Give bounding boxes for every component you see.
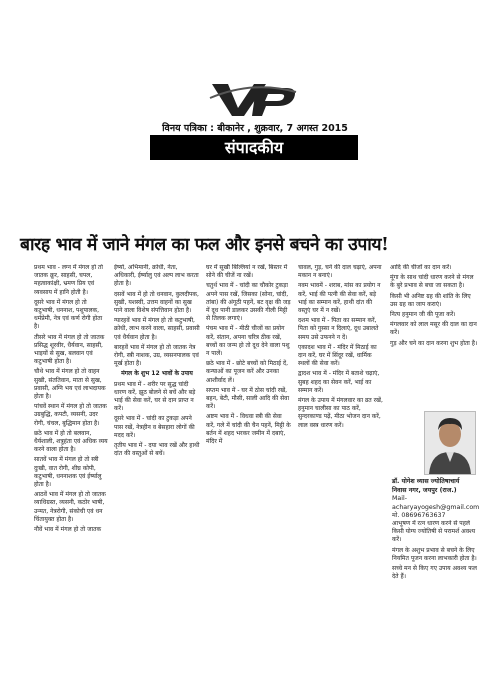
paragraph: मंगल के अशुभ प्रभाव से बचने के लिए नियमित पूजन करना लाभकारी होता है। bbox=[392, 546, 477, 562]
subheading: मंगल के शुभ 12 भावों के उपाय bbox=[121, 370, 193, 378]
author-mobile: मो. 08696763637 bbox=[392, 512, 446, 519]
author-address: निवास नगर, जयपुर (राज.) bbox=[392, 486, 457, 494]
paragraph: दशम भाव में - पिता का सम्मान करें, पिता को गुस्सा न दिलाएं, दूध उबालते समय उसे उफनने न दें। bbox=[298, 317, 379, 341]
paragraph: घर में सूखी बिल्लियां न रखें, बिस्तर में सोने की चीजें ना रखें। bbox=[206, 264, 288, 280]
vp-logo-icon bbox=[208, 78, 298, 120]
paragraph: मूंगा के साथ चांदी धारण करने से मंगल के बुरे प्रभाव से बचा जा सकता है। bbox=[390, 274, 474, 290]
dateline: विनय पत्रिका : बीकानेर , शुक्रवार, 7 अगस्त 2015 bbox=[162, 123, 348, 134]
paragraph: प्रथम भाव में - शरीर पर सुद्ध चांदी धारण करें, झूठ बोलने से बचें और बड़े भाई की सेवा करें, घर से दान प्राप्त न करें। bbox=[114, 380, 196, 413]
author-name: डॉ. योगेश व्यास ज्योतिषाचार्य bbox=[392, 478, 460, 485]
paragraph: आदि की चीजों का दान करें। bbox=[390, 264, 452, 271]
article-headline: बारह भाव में जाने मंगल का फल और इनसे बचने का उपाय! bbox=[20, 235, 389, 255]
paragraph: दसवें भाव में हो तो धनवान, कुलदीपक, सुखी, यशस्वी, उत्तम वाहनों का सुख पाने वाला विशेष संपत्तिवान होता है। bbox=[114, 290, 199, 315]
paragraph: गुड़ और चने का दान करना शुभ होता है। bbox=[390, 339, 478, 347]
paragraph: पंचम भाव में - मीठी चीजों का प्रयोग करें, संतान, अपना चरित्र ठीक रखें, बच्चों का जन्म हो तो दूध देने वाला पशु न पालें। bbox=[206, 325, 290, 358]
section-banner: संपादकीय bbox=[150, 135, 358, 160]
paragraph: द्वादश भाव में - मंदिर में बताशे चढ़ाएं, सुबह शहद का सेवन करें, भाई का सम्मान करें। bbox=[298, 370, 380, 394]
article-column-3 bbox=[206, 264, 292, 684]
author-email: Mail- acharyayogesh@gmail.com bbox=[392, 495, 480, 511]
paragraph: नवम भावमें - शराब, मांस का प्रयोग न करें, भाई की पत्नी की सेवा करें, बड़े भाई का सम्मान करें, हाथी दांत की वस्तुएं घर में न रखें। bbox=[298, 282, 381, 315]
paragraph: छठे भाव में हो तो बलवान, धैर्यशाली, शत्रुहंता एवं अधिक व्यय करने वाला होता है। bbox=[34, 429, 108, 454]
paragraph: तृतीय भाव में - दया भाव रखें और हाथी दांत की वस्तुओं से बचें। bbox=[114, 442, 200, 458]
paragraph: चतुर्थ भाव में - चांदी का चौकोर टुकड़ा अपने पास रखें, जिसका (सोना, चांदी, तांबा) की अंगूठी पहनें, बट वृक्ष की जड़ में दूध पानी डालकर उसकी गीली मिट्टी से तिलक लगाएं। bbox=[206, 282, 291, 323]
paragraph: आठवें भाव में मंगल हो तो जातक व्याधिग्रस्त, व्यसनी, कठोर भाषी, उन्मत, नेत्ररोगी, संकोची एवं धन चिंतायुक्त होता है। bbox=[34, 491, 106, 523]
paragraph: सप्तम भाव में - घर में ठोस चांदी रखें, बहन, बेटी, मौसी, साली आदि की सेवा करें। bbox=[206, 386, 290, 411]
masthead bbox=[0, 0, 500, 175]
article-column-4 bbox=[298, 264, 384, 684]
author-byline bbox=[392, 478, 484, 521]
author-photo bbox=[424, 411, 476, 475]
paragraph: ग्यारहवें भाव में मंगल हो तो कटुभाषी, क्रोधी, लाभ करने वाला, साहसी, प्रवासी एवं धैर्यवान होता है। bbox=[114, 317, 200, 341]
paragraph: सातवें भाव में मंगल हो तो स्त्री दुःखी, वात रोगी, शीघ्र कोपी, कटुभाषी, धननाशक एवं ईर्ष्यालु होता है। bbox=[34, 456, 102, 489]
author-portrait-icon bbox=[425, 412, 475, 474]
paragraph: चावल, गुड़, चने की दाल चढ़ाएं, अपना मकान न बनाएं। bbox=[298, 264, 382, 280]
paragraph: एकादश भाव में - मंदिर में मिठाई का दान करें, घर में सिंदूर रखें, धार्मिक स्थलों की सेवा करें। bbox=[298, 343, 377, 368]
paragraph: नित्य हनुमान जी की पूजा करें। bbox=[390, 311, 456, 319]
paragraph: तीसरे भाव में मंगल हो तो जातक प्रसिद्ध शूरवीर, धैर्यवान, साहसी, भाइयों से सुख, बलवान एवं कटुभाषी होता है। bbox=[34, 333, 105, 366]
article-column-1 bbox=[34, 264, 108, 684]
paragraph: प्रथम भाव - लग्न में मंगल हो तो जातक क्रूर, साहसी, चपल, महत्वाकांक्षी, भ्रमण प्रिय एवं व्यवसाय में हानि होती है। bbox=[34, 264, 103, 296]
paragraph: नौवें भाव में मंगल हो तो जातक bbox=[34, 526, 102, 534]
paragraph: बारहवें भाव में मंगल हो तो जातक नेत्र रोगी, स्त्री नाशक, उग्र, व्यसनपालक एवं मूर्ख होता है। bbox=[114, 343, 199, 368]
article-column-6 bbox=[392, 520, 480, 650]
paragraph: दूसरे भाव में - चांदी का टुकड़ा अपने पास रखें, नेत्रहीन व बेसहारा लोगों की मदद करें। bbox=[114, 415, 195, 439]
paragraph: मंगल के उपाय में मंगलवार का व्रत रखें, हनुमान चालीसा का पाठ करें, सुन्दरकाण्ड पढ़ें, मीठा भोजन दान करें, लाल वस्त्र धारण करें। bbox=[298, 397, 383, 429]
paragraph: सच्चे मन से किए गए उपाय अवश्य फल देते हैं। bbox=[392, 565, 478, 581]
paragraph: छठे भाव में - छोटे बच्चों को मिठाई दें, कन्याओं का पूजन करें और उनका आशीर्वाद लें। bbox=[206, 360, 289, 384]
article-column-2 bbox=[114, 264, 200, 684]
paragraph: किसी भी अनिष्ट ग्रह की शांति के लिए उस ग्रह का जाप कराएं। bbox=[390, 292, 471, 308]
paragraph: ईर्ष्या, अभिमानी, क्रोधी, नेता, अधिकारी, ईर्ष्यालु एवं अल्प लाभ करता होता है। bbox=[114, 264, 199, 288]
paragraph: मंगलवार को लाल मसूर की दाल का दान करें। bbox=[390, 321, 477, 337]
paragraph: पांचवें स्थान में मंगल हो तो जातक उग्रबुद्धि, कपटी, व्यसनी, उदर रोगी, चंचल, बुद्धिमान होता है। bbox=[34, 403, 107, 427]
paragraph: दूसरे भाव में मंगल हो तो कटुभाषी, धननाश, पशुपालक, धर्मप्रेमी, नेत्र एवं कर्ण रोगी होता है। bbox=[34, 298, 103, 331]
article-column-5 bbox=[390, 264, 478, 399]
paragraph: अष्टम भाव में - विधवा स्त्री की सेवा करें, गले में चांदी की चैन पहनें, मिट्टी के बर्तन में शहद भरकर जमीन में दबाएं, मंदिर में bbox=[206, 413, 291, 446]
paragraph: आभूषण में रत्न धारण करने से पहले किसी योग्य ज्योतिषी से परामर्श अवश्य करें। bbox=[392, 520, 476, 544]
paragraph: चौथे भाव में मंगल हो तो वाहन सुखी, संततिवान, माता से सुख, प्रवासी, अग्नि भय एवं लाभदायक होता है। bbox=[34, 368, 106, 401]
